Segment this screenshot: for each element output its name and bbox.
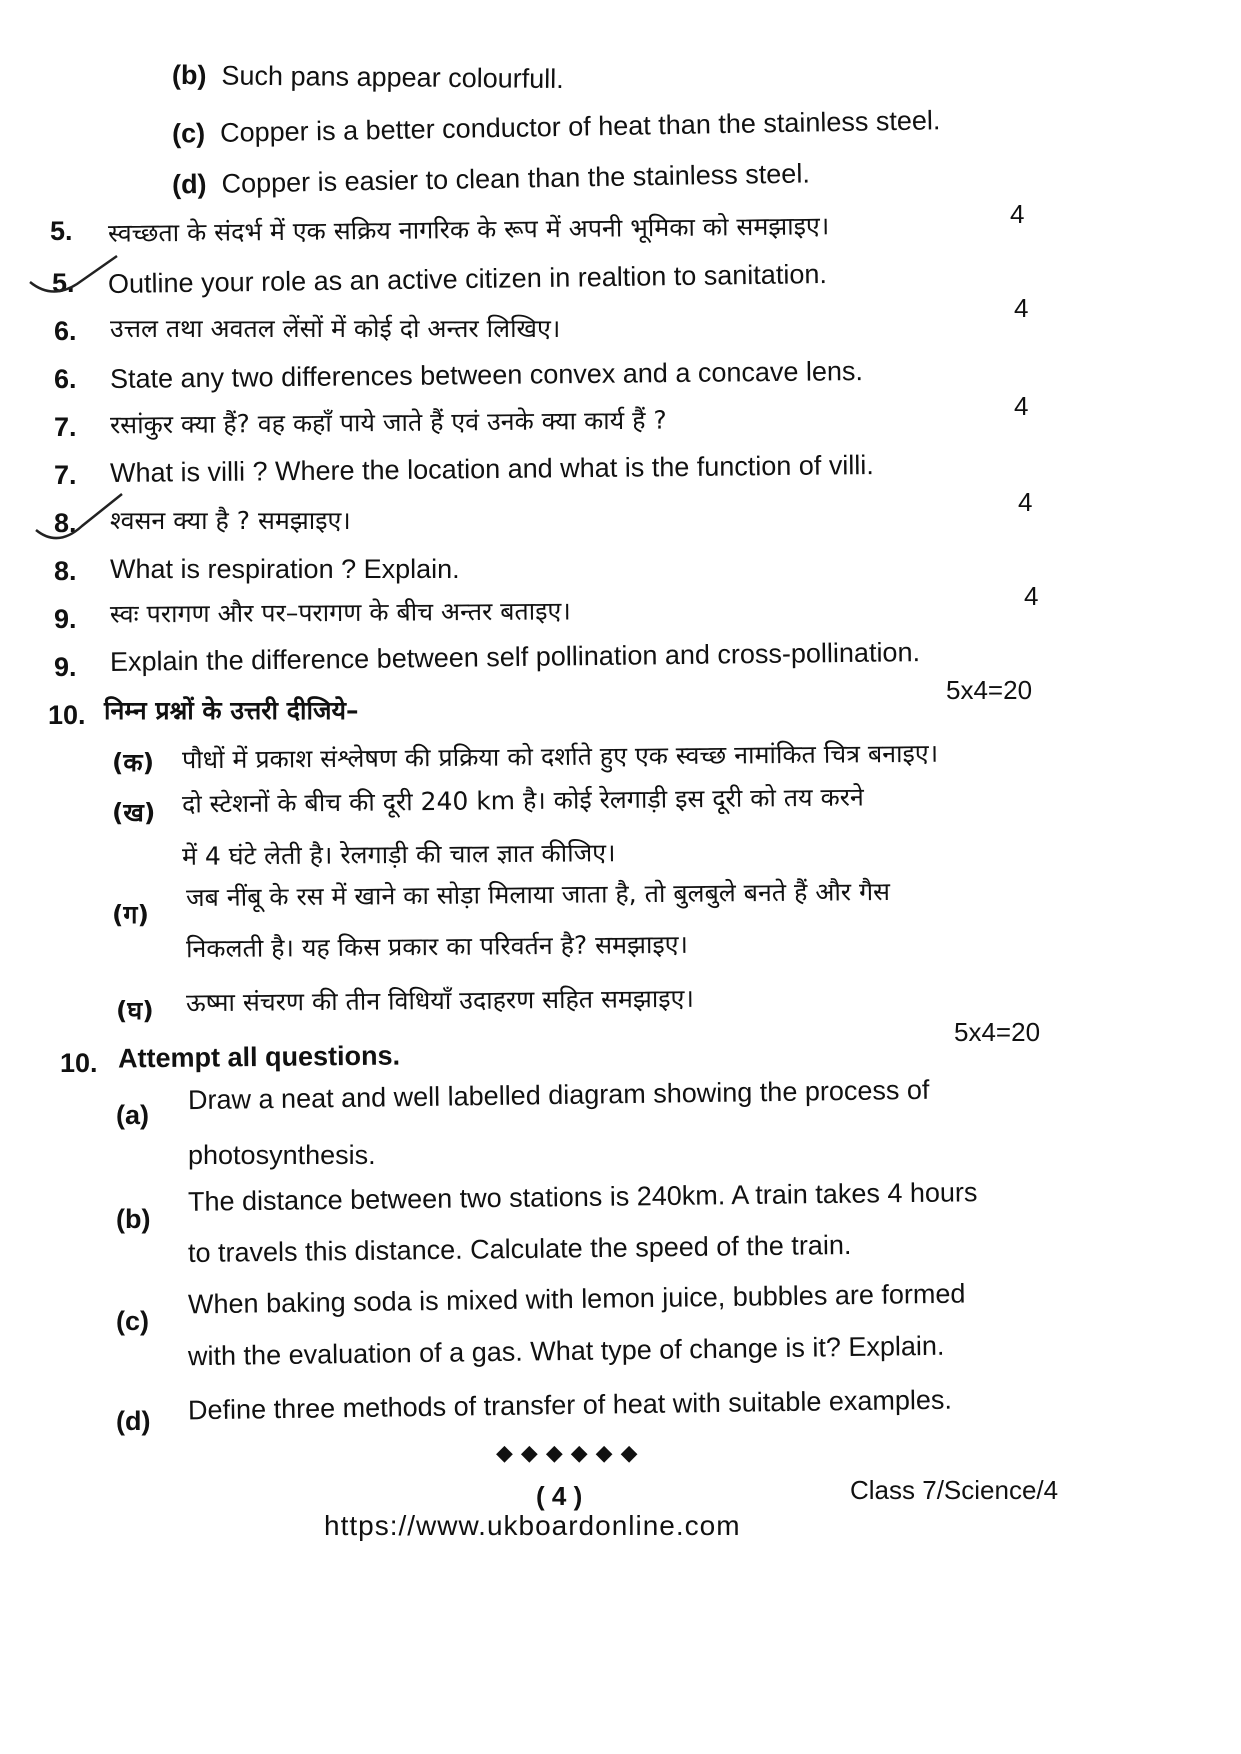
q5-en-number: 5. [52, 268, 75, 298]
q10-en-marks: 5x4=20 [954, 1017, 1041, 1047]
q9-en-number: 9. [54, 652, 77, 682]
q10-en-part-text: to travels this distance. Calculate the speed of the train. [187, 1229, 852, 1269]
q10-en-part-label: (b) [116, 1204, 151, 1234]
end-stars-divider: ◆◆◆◆◆◆ [496, 1440, 646, 1465]
q10-en-part-text: When baking soda is mixed with lemon juice, bubbles are formed [187, 1278, 966, 1320]
page-number: ( 4 ) [536, 1481, 583, 1511]
q10-en-part-text: with the evaluation of a gas. What type of change is it? Explain. [187, 1330, 945, 1372]
q5-hindi-text: स्वच्छता के संदर्भ में एक सक्रिय नागरिक के रूप में अपनी भूमिका को समझाइए। [107, 211, 830, 248]
q8-english-text: What is respiration ? Explain. [110, 554, 460, 584]
option-c: (c) Copper is a better conductor of heat than the stainless steel. [171, 105, 941, 149]
q5-marks: 4 [1010, 199, 1025, 229]
q10-hi-part-text: दो स्टेशनों के बीच की दूरी 240 km है। कोई रेलगाड़ी इस दूरी को तय करने [181, 782, 864, 819]
q10-hi-marks: 5x4=20 [946, 675, 1033, 705]
q10-en-part-text: Define three methods of transfer of heat with suitable examples. [187, 1384, 953, 1426]
q7-marks: 4 [1014, 391, 1029, 421]
q10-en-part-text: photosynthesis. [188, 1140, 376, 1170]
q6-english-text: State any two differences between convex and a concave lens. [109, 356, 864, 394]
option-d: (d) Copper is easier to clean than the stainless steel. [171, 158, 811, 200]
q10-en-part-label: (d) [116, 1406, 151, 1436]
q10-hi-part-text: ऊष्मा संचरण की तीन विधियाँ उदाहरण सहित समझाइए। [185, 983, 694, 1018]
q9-marks: 4 [1024, 581, 1039, 611]
q8-hindi-text: श्वसन क्या है ? समझाइए। [110, 506, 351, 535]
q10-hi-part-label: (घ) [116, 996, 154, 1025]
class-subject-label: Class 7/Science/4 [850, 1475, 1059, 1505]
q10-hi-part-label: (क) [112, 748, 155, 777]
q8-en-number: 8. [54, 556, 77, 586]
q5-hi-number: 5. [50, 216, 73, 246]
q10-hi-number: 10. [48, 700, 86, 730]
q6-hindi-text: उत्तल तथा अवतल लेंसों में कोई दो अन्तर लिखिए। [110, 314, 561, 343]
q7-hindi-text: रसांकुर क्या हैं? वह कहाँ पाये जाते हैं एवं उनके क्या कार्य हैं ? [109, 405, 667, 440]
q10-en-number: 10. [60, 1048, 98, 1078]
q10-en-part-text: Draw a neat and well labelled diagram showing the process of [187, 1074, 930, 1116]
q6-marks: 4 [1014, 293, 1029, 323]
q5-english-text: Outline your role as an active citizen in realtion to sanitation. [107, 258, 828, 300]
q10-hi-part-text: निकलती है। यह किस प्रकार का परिवर्तन है? समझाइए। [185, 929, 689, 964]
option-b: (b) Such pans appear colourfull. [171, 59, 564, 95]
q8-hi-number: 8. [54, 508, 77, 538]
q10-en-part-label: (a) [116, 1100, 149, 1130]
q7-en-number: 7. [54, 460, 77, 490]
q10-hi-part-label: (ग) [112, 900, 149, 929]
q10-hi-part-label: (ख) [112, 798, 156, 827]
q10-hi-part-text: में 4 घंटे लेती है। रेलगाड़ी की चाल ज्ञात कीजिए। [181, 838, 616, 871]
footer-url: https://www.ukboardonline.com [324, 1510, 741, 1541]
q6-en-number: 6. [54, 364, 77, 394]
q8-marks: 4 [1018, 487, 1033, 517]
check-mark-icon [30, 490, 130, 550]
q7-english-text: What is villi ? Where the location and what is the function of villi. [109, 450, 874, 488]
q10-english-title: Attempt all questions. [117, 1040, 401, 1074]
q10-hindi-title: निम्न प्रश्नों के उत्तरी दीजिये– [104, 696, 359, 725]
q9-hindi-text: स्वः परागण और पर–परागण के बीच अन्तर बताइए। [109, 596, 571, 629]
q10-en-part-text: The distance between two stations is 240km. A train takes 4 hours [187, 1177, 978, 1217]
q10-en-part-label: (c) [116, 1306, 149, 1336]
q7-hi-number: 7. [54, 412, 77, 442]
q9-english-text: Explain the difference between self pollination and cross-pollination. [109, 637, 921, 677]
check-mark-icon [22, 250, 122, 306]
q9-hi-number: 9. [54, 604, 77, 634]
q10-hi-part-text: जब नींबू के रस में खाने का सोड़ा मिलाया जाता है, तो बुलबुले बनते हैं और गैस [185, 876, 891, 913]
q10-hi-part-text: पौधों में प्रकाश संश्लेषण की प्रक्रिया को दर्शाते हुए एक स्वच्छ नामांकित चित्र बनाइए। [181, 738, 939, 775]
q6-hi-number: 6. [54, 316, 77, 346]
